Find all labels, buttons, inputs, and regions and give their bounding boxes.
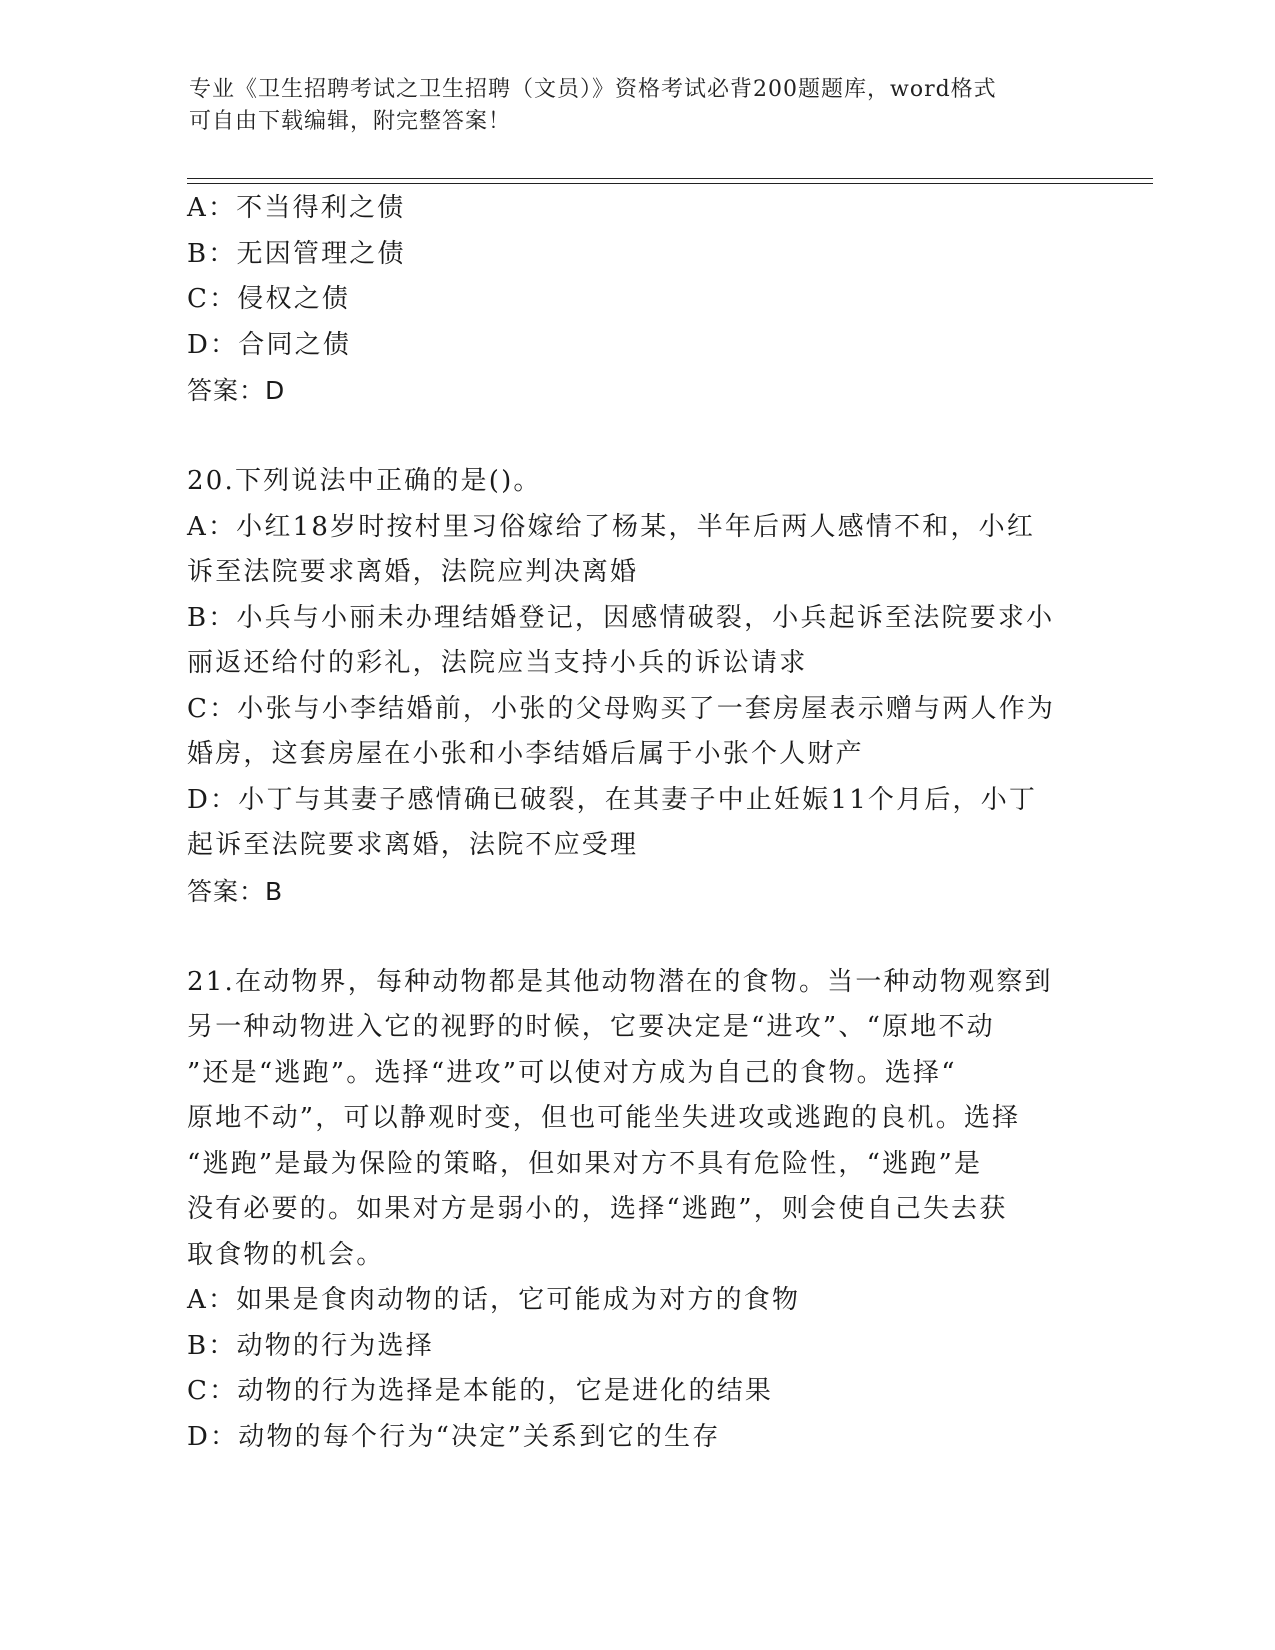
option-c-line-1: C：小张与小李结婚前，小张的父母购买了一套房屋表示赠与两人作为 [187,693,1056,724]
option-c: C：动物的行为选择是本能的，它是进化的结果 [187,1376,774,1406]
option-d: D：动物的每个行为“决定”关系到它的生存 [187,1421,721,1452]
spacer [187,414,1067,460]
question-19-block [187,186,1067,414]
option-d: D：合同之债 [187,329,352,360]
document-body [187,186,1067,1460]
option-c: C：侵权之债 [187,284,351,314]
question-21-block [187,960,1067,1461]
question-21-stem-line-4: 原地不动”，可以静观时变，但也可能坐失进攻或逃跑的良机。选择 [187,1103,1021,1133]
option-a-line-1: A：小红18岁时按村里习俗嫁给了杨某，半年后两人感情不和，小红 [187,511,1036,542]
answer-line: 答案：D [187,376,286,405]
header-divider-top [187,178,1153,179]
option-b: B：动物的行为选择 [187,1330,434,1361]
document-header [189,74,1069,138]
option-b-line-1: B：小兵与小丽未办理结婚登记，因感情破裂，小兵起诉至法院要求小 [187,602,1055,633]
question-20-block [187,459,1067,914]
question-21-stem-line-5: “逃跑”是最为保险的策略，但如果对方不具有危险性，“逃跑”是 [187,1148,983,1179]
question-21-stem-line-1: 21.在动物界，每种动物都是其他动物潜在的食物。当一种动物观察到 [187,966,1053,997]
header-line-1: 专业《卫生招聘考试之卫生招聘（文员）》资格考试必背200题题库，word格式 [189,77,997,102]
header-divider-bottom [187,183,1153,184]
question-21-stem-line-3: ”还是“逃跑”。选择“进攻”可以使对方成为自己的食物。选择“ [187,1057,957,1088]
question-21-stem-line-2: 另一种动物进入它的视野的时候，它要决定是“进攻”、“原地不动 [187,1012,995,1042]
question-21-stem-line-7: 取食物的机会。 [187,1239,385,1270]
option-c-line-2: 婚房，这套房屋在小张和小李结婚后属于小张个人财产 [187,739,864,769]
option-b-line-2: 丽返还给付的彩礼，法院应当支持小兵的诉讼请求 [187,648,808,678]
option-d-line-2: 起诉至法院要求离婚，法院不应受理 [187,830,639,860]
option-b: B：无因管理之债 [187,238,406,269]
option-a: A：如果是食肉动物的话，它可能成为对方的食物 [187,1285,801,1315]
option-a: A：不当得利之债 [187,193,406,223]
spacer [187,914,1067,960]
option-a-line-2: 诉至法院要求离婚，法院应判决离婚 [187,557,639,587]
question-20-stem: 20.下列说法中正确的是()。 [187,466,542,496]
answer-line: 答案：B [187,876,284,906]
option-d-line-1: D：小丁与其妻子感情确已破裂，在其妻子中止妊娠11个月后，小丁 [187,784,1038,815]
header-line-2: 可自由下载编辑，附完整答案！ [189,109,512,134]
question-21-stem-line-6: 没有必要的。如果对方是弱小的，选择“逃跑”，则会使自己失去获 [187,1194,1008,1224]
